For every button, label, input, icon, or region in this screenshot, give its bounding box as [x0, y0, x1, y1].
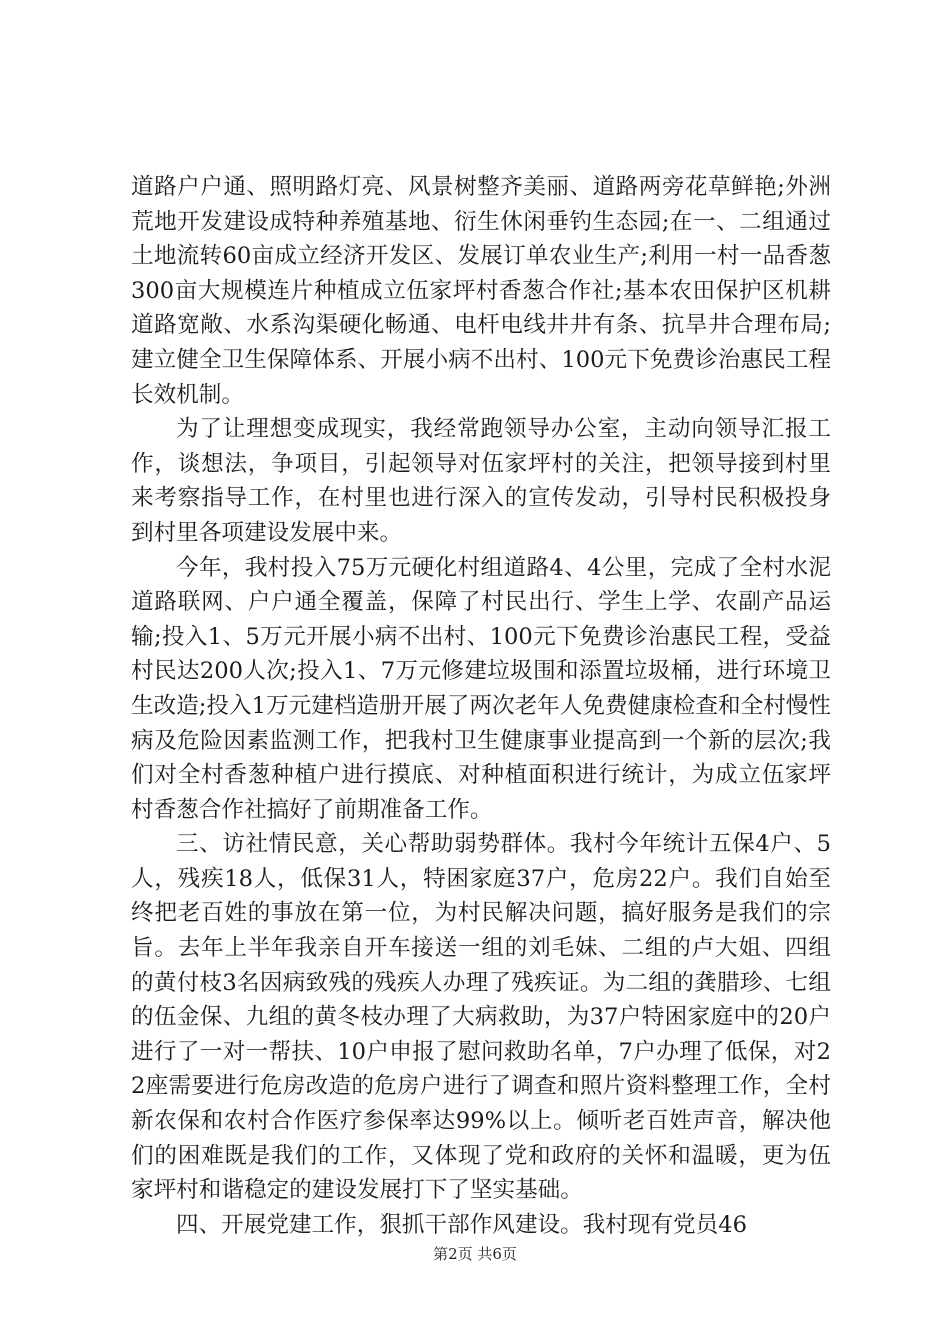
paragraph-leadership-report: 为了让理想变成现实，我经常跑领导办公室，主动向领导汇报工作，谈想法，争项目，引起领导对伍家坪村的关注，把领导接到村里来考察指导工作，在村里也进行深入的宣传发动，引导村民积极投身到村里各项建设发展中来。	[131, 416, 831, 546]
page-footer: 第2页 共6页	[433, 1245, 517, 1263]
paragraph-section-four: 四、开展党建工作，狠抓干部作风建设。我村现有党员46	[176, 1211, 747, 1238]
paragraph-investment: 今年，我村投入75万元硬化村组道路4、4公里，完成了全村水泥道路联网、户户通全覆盖，保障了村民出行、学生上学、农副产品运输;投入1、5万元开展小病不出村、100元下免费诊治惠民工程，受益村民达200人次;投入1、7万元修建垃圾围和添置垃圾桶，进行环境卫生改造;投入1万元建档造册开展了两次老年人免费健康检查和全村慢性病及危险因素监测工作，把我村卫生健康事业提高到一个新的层次;我们对全村香葱种植户进行摸底、对种植面积进行统计，为成立伍家坪村香葱合作社搞好了前期准备工作。	[131, 554, 831, 823]
document-body	[131, 170, 831, 1242]
paragraph-section-three: 三、访社情民意，关心帮助弱势群体。我村今年统计五保4户、5人，残疾18人，低保31人，特困家庭37户，危房22户。我们自始至终把老百姓的事放在第一位，为村民解决问题，搞好服务是我们的宗旨。去年上半年我亲自开车接送一组的刘毛妹、二组的卢大姐、四组的黄付枝3名因病致残的残疾人办理了残疾证。为二组的龚腊珍、七组的伍金保、九组的黄冬枝办理了大病救助，为37户特困家庭中的20户进行了一对一帮扶、10户申报了慰问救助名单，7户办理了低保，对22座需要进行危房改造的危房户进行了调查和照片资料整理工作，全村新农保和农村合作医疗参保率达99%以上。倾听老百姓声音，解决他们的困难既是我们的工作，又体现了党和政府的关怀和温暖，更为伍家坪村和谐稳定的建设发展打下了坚实基础。	[131, 831, 831, 1204]
paragraph-continuation: 道路户户通、照明路灯亮、风景树整齐美丽、道路两旁花草鲜艳;外洲荒地开发建设成特种养殖基地、衍生休闲垂钓生态园;在一、二组通过土地流转60亩成立经济开发区、发展订单农业生产;利用一村一品香葱300亩大规模连片种植成立伍家坪村香葱合作社;基本农田保护区机耕道路宽敞、水系沟渠硬化畅通、电杆电线井井有条、抗旱井合理布局;建立健全卫生保障体系、开展小病不出村、100元下免费诊治惠民工程长效机制。	[131, 174, 831, 408]
